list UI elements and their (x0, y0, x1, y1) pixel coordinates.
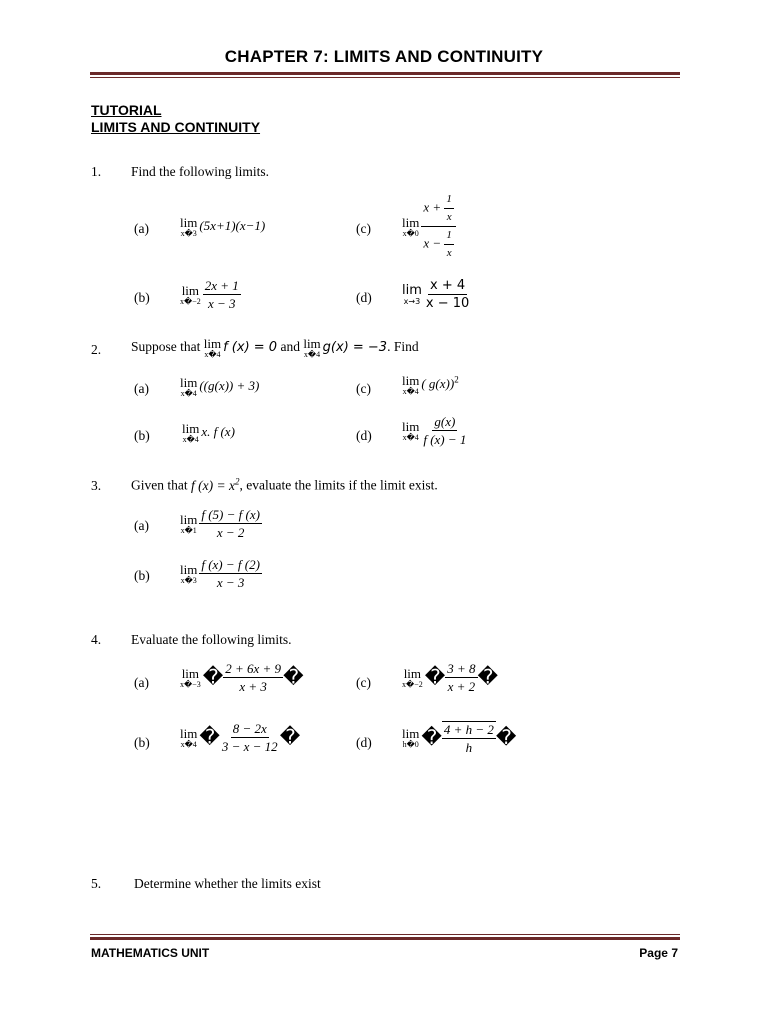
section-heading-subtitle: LIMITS AND CONTINUITY (91, 119, 261, 135)
part-label: (a) (134, 381, 149, 396)
question-text: Evaluate the following limits. (131, 632, 292, 647)
part-label: (b) (134, 290, 150, 305)
part-label: (c) (356, 221, 371, 236)
part-label: (d) (356, 428, 372, 443)
limit-expression: lim x→3 $\frac{x + 4}{x - 10}$ (402, 278, 470, 311)
limit-expression: lim x�3 $\frac{f (x) - f (2)}{x - 3}$ (180, 557, 260, 590)
limit-expression: lim h�0 � $\frac{4 + h - 2}{h}$ � (402, 722, 517, 755)
question-text: Suppose that lim x�4 f (x) = 0 and lim x�4 g(x) = −3. Find (131, 336, 419, 359)
part-label: (b) (134, 428, 150, 443)
page-number: Page 7 (639, 946, 678, 960)
page-title: CHAPTER 7: LIMITS AND CONTINUITY (224, 47, 544, 66)
limit-expression: lim x�−2 � $\frac{3 + 8}{x + 2}$ � (402, 661, 499, 694)
part-label: (a) (134, 675, 149, 690)
limit-expression: lim x�0 x + $\frac{1}{x}$ x − $\frac{1}{x}$ (402, 192, 456, 261)
question-text: Given that f $(x) = x^2$, evaluate the limits if the limit exist. (131, 476, 438, 493)
footer-rule-thin (90, 934, 680, 935)
footer-unit: MATHEMATICS UNIT (91, 946, 210, 960)
part-label: (a) (134, 221, 149, 236)
limit-expression: lim x�4 ( g(x))$^2$ (402, 373, 459, 396)
limit-expression: lim x�4 x. f (x) (182, 421, 235, 444)
question-number: 5. (91, 876, 102, 891)
part-label: (c) (356, 675, 371, 690)
header-rule (90, 72, 680, 75)
footer-rule (90, 937, 680, 940)
limit-expression: lim x�−3 � $\frac{2 + 6x + 9}{x + 3}$ � (180, 661, 304, 694)
limit-expression: lim x�4 � $\frac{8 - 2x}{3 - x - 12}$ � (180, 721, 301, 754)
question-number: 2. (91, 342, 102, 357)
part-label: (b) (134, 735, 150, 750)
limit-expression: lim x�−2 $\frac{2x + 1}{x - 3}$ (180, 278, 239, 311)
limit-expression: lim x�1 $\frac{f (5) - f (x)}{x - 2}$ (180, 507, 260, 540)
part-label: (b) (134, 568, 150, 583)
question-text: Determine whether the limits exist (134, 876, 321, 891)
part-label: (a) (134, 518, 149, 533)
header-rule-thin (90, 77, 680, 78)
question-number: 1. (91, 164, 102, 179)
part-label: (c) (356, 381, 371, 396)
part-label: (d) (356, 735, 372, 750)
question-number: 3. (91, 478, 102, 493)
limit-expression: lim x�4 $\frac{g(x)}{f (x) - 1}$ (402, 414, 467, 447)
part-label: (d) (356, 290, 372, 305)
question-text: Find the following limits. (131, 164, 270, 179)
limit-expression: lim x�4 ((g(x)) + 3) (180, 375, 260, 398)
section-heading-tutorial: TUTORIAL (91, 102, 162, 118)
limit-expression: lim x�3 (5x+1)(x−1) (180, 215, 266, 238)
question-number: 4. (91, 632, 102, 647)
